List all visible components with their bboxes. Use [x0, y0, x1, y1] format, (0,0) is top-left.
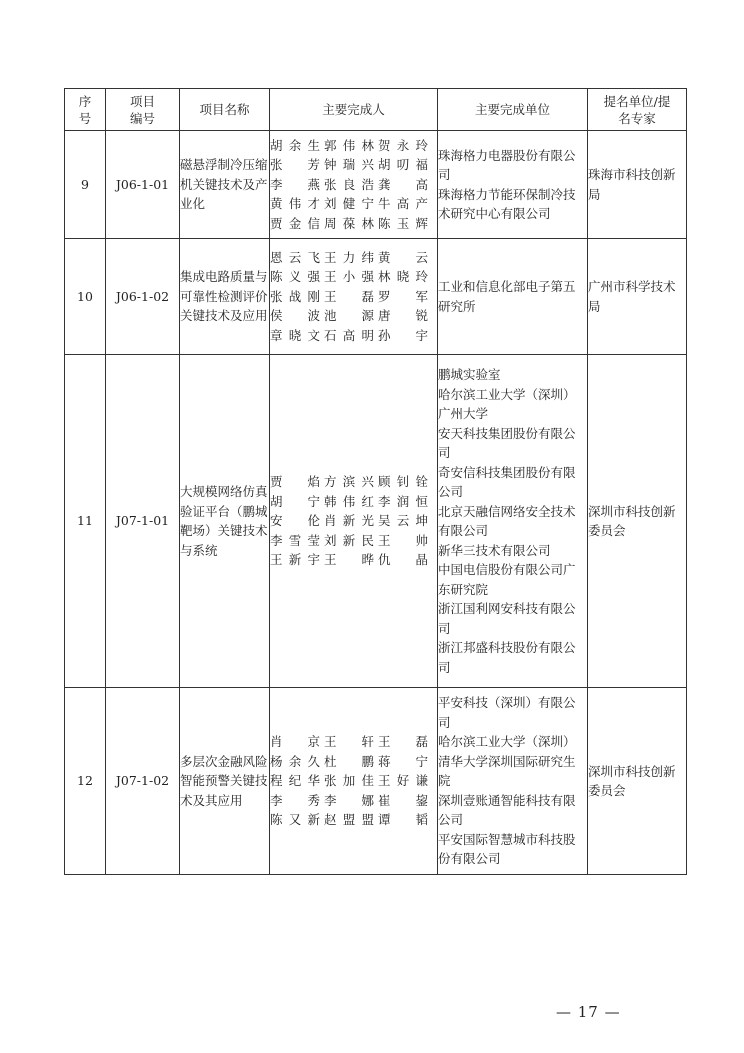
row-index: 10: [65, 239, 106, 355]
person-name: 张战刚: [270, 288, 320, 304]
person-name: 李 燕: [270, 176, 320, 192]
row-code: J07-1-01: [106, 355, 180, 688]
person-name: 韩伟红: [324, 493, 374, 509]
person-name: 安 伦: [270, 513, 320, 529]
row-units: 鹏城实验室 哈尔滨工业大学（深圳） 广州大学 安天科技集团股份有限公司 奇安信科技集团股份有限公司 北京天融信网络安全技术有限公司 新华三技术有限公司 中国电信股份有限公司广东研究院 浙江国利网安科技有限公司 浙江邦盛科技股份有限公司: [438, 355, 588, 688]
person-name: 贾金信: [270, 215, 320, 231]
row-units: 平安科技（深圳）有限公司 哈尔滨工业大学（深圳） 清华大学深圳国际研究生院 深圳壹账通智能科技有限公司 平安国际智慧城市科技股份有限公司: [438, 688, 588, 875]
person-name: 胡叨福: [378, 157, 428, 173]
row-nominator: 深圳市科技创新委员会: [588, 688, 687, 875]
row-people: [270, 688, 438, 875]
person-name: 杜 鹏: [324, 753, 374, 769]
row-code: J06-1-01: [106, 131, 180, 239]
person-name: 仇 晶: [378, 552, 428, 568]
person-name: 恩云飞: [270, 249, 320, 265]
row-people: [270, 355, 438, 688]
row-index: 9: [65, 131, 106, 239]
row-project-name: 磁悬浮制冷压缩机关键技术及产业化: [180, 131, 270, 239]
person-name: 杨余久: [270, 753, 320, 769]
person-name: 张良浩: [324, 176, 374, 192]
row-project-name: 大规模网络仿真验证平台（鹏城靶场）关键技术与系统: [180, 355, 270, 688]
person-name: 刘健宁: [324, 196, 374, 212]
person-name: 方滨兴: [324, 474, 374, 490]
table-body: [65, 131, 687, 875]
person-name: 顾钊铨: [378, 474, 428, 490]
table-row: [65, 239, 687, 355]
person-name: 李 秀: [270, 792, 320, 808]
person-name: 王 磊: [324, 288, 374, 304]
person-name: 王小强: [324, 269, 374, 285]
person-name: 池 源: [324, 308, 374, 324]
person-name: 李 娜: [324, 792, 374, 808]
person-name: 林晓玲: [378, 269, 428, 285]
person-name: 罗 军: [378, 288, 428, 304]
person-name: 赵盟盟: [324, 812, 374, 828]
person-name: 孙 宇: [378, 327, 428, 343]
row-people: [270, 239, 438, 355]
person-name: 陈义强: [270, 269, 320, 285]
header-people: 主要完成人: [270, 89, 438, 131]
row-nominator: 深圳市科技创新委员会: [588, 355, 687, 688]
person-name: 王 轩: [324, 734, 374, 750]
table-row: [65, 131, 687, 239]
person-name: 贾 焰: [270, 474, 320, 490]
person-name: 王新宇: [270, 552, 320, 568]
header-row: [65, 89, 687, 131]
person-name: 肖新光: [324, 513, 374, 529]
row-project-name: 集成电路质量与可靠性检测评价关键技术及应用: [180, 239, 270, 355]
people-grid: [270, 248, 437, 346]
row-people: [270, 131, 438, 239]
person-name: 肖 京: [270, 734, 320, 750]
person-name: 胡 宁: [270, 493, 320, 509]
person-name: 王 晔: [324, 552, 374, 568]
people-grid: [270, 472, 437, 570]
person-name: 崔 鋆: [378, 792, 428, 808]
row-index: 12: [65, 688, 106, 875]
people-grid: [270, 732, 437, 830]
person-name: 王力纬: [324, 249, 374, 265]
person-name: 陈又新: [270, 812, 320, 828]
row-code: J07-1-02: [106, 688, 180, 875]
person-name: 侯 波: [270, 308, 320, 324]
person-name: 石高明: [324, 327, 374, 343]
row-project-name: 多层次金融风险智能预警关键技术及其应用: [180, 688, 270, 875]
header-name: 项目名称: [180, 89, 270, 131]
person-name: 张加佳: [324, 773, 374, 789]
person-name: 胡余生: [270, 137, 320, 153]
person-name: 牛高产: [378, 196, 428, 212]
person-name: 谭 韬: [378, 812, 428, 828]
person-name: 钟瑞兴: [324, 157, 374, 173]
person-name: 程纪华: [270, 773, 320, 789]
table-row: [65, 355, 687, 688]
person-name: 王好谦: [378, 773, 428, 789]
awards-table: [64, 88, 687, 875]
person-name: 陈玉辉: [378, 215, 428, 231]
person-name: 王 磊: [378, 734, 428, 750]
person-name: 章晓文: [270, 327, 320, 343]
person-name: 李雪莹: [270, 532, 320, 548]
row-units: 珠海格力电器股份有限公司 珠海格力节能环保制冷技术研究中心有限公司: [438, 131, 588, 239]
person-name: 吴云坤: [378, 513, 428, 529]
header-units: 主要完成单位: [438, 89, 588, 131]
person-name: 贺永玲: [378, 137, 428, 153]
header-nominator: 提名单位/提名专家: [588, 89, 687, 131]
table-row: [65, 688, 687, 875]
person-name: 蒋 宁: [378, 753, 428, 769]
person-name: 唐 锐: [378, 308, 428, 324]
person-name: 郭伟林: [324, 137, 374, 153]
person-name: 黄 云: [378, 249, 428, 265]
people-grid: [270, 136, 437, 234]
header-index: 序号: [65, 89, 106, 131]
row-code: J06-1-02: [106, 239, 180, 355]
person-name: 王 帅: [378, 532, 428, 548]
person-name: 李润恒: [378, 493, 428, 509]
row-nominator: 珠海市科技创新局: [588, 131, 687, 239]
person-name: 周葆林: [324, 215, 374, 231]
header-code: 项目编号: [106, 89, 180, 131]
row-nominator: 广州市科学技术局: [588, 239, 687, 355]
page-number: — 17 —: [556, 1003, 621, 1021]
person-name: 黄伟才: [270, 196, 320, 212]
row-index: 11: [65, 355, 106, 688]
person-name: 龚 高: [378, 176, 428, 192]
row-units: 工业和信息化部电子第五研究所: [438, 239, 588, 355]
person-name: 张 芳: [270, 157, 320, 173]
person-name: 刘新民: [324, 532, 374, 548]
